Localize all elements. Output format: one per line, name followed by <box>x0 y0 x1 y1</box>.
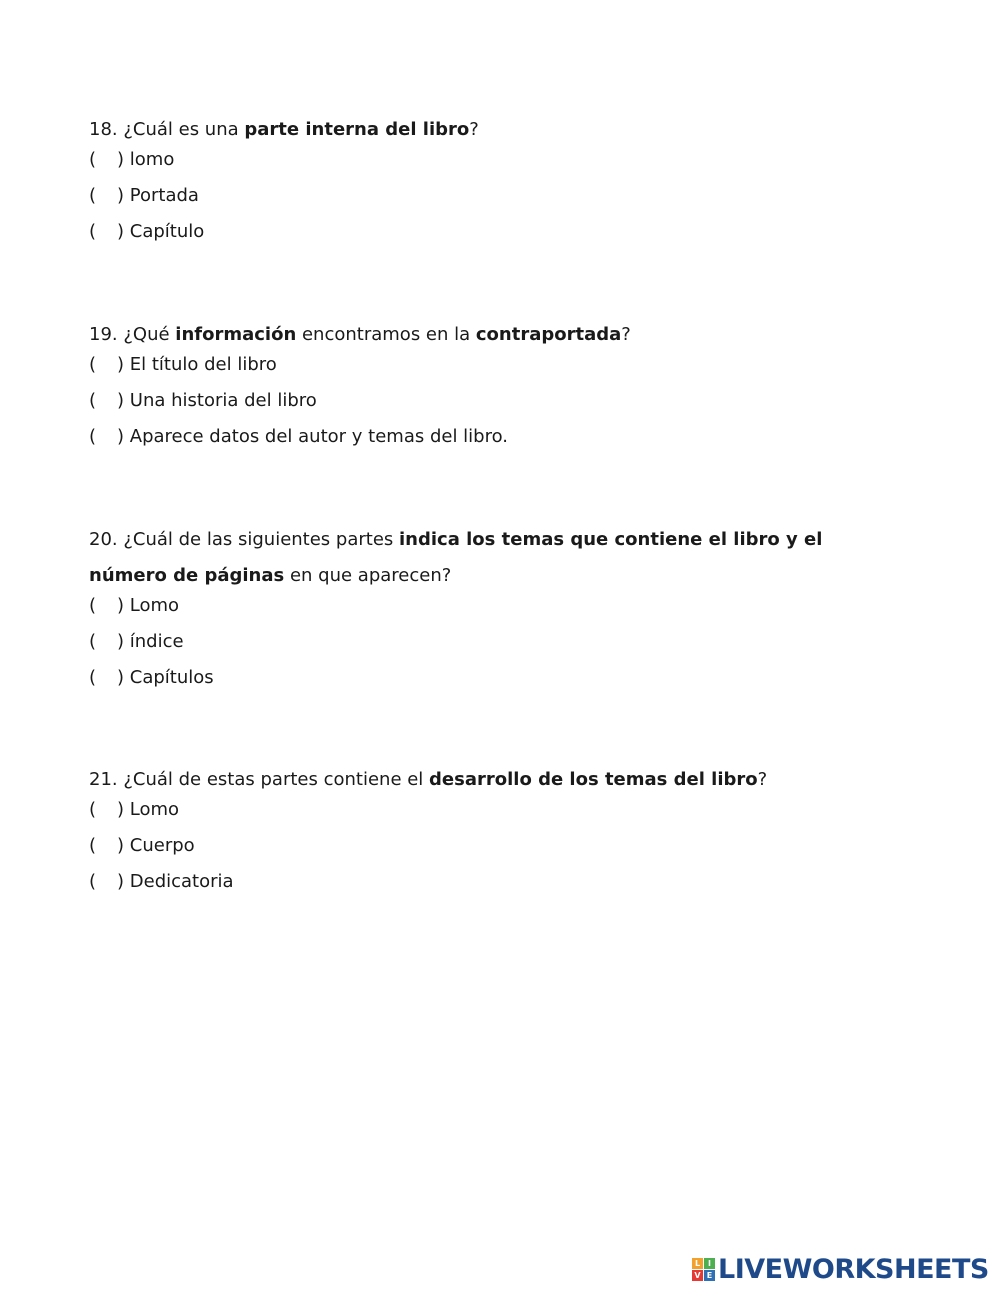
liveworksheets-logo <box>692 1254 989 1284</box>
answer-option[interactable]: ( ) El título del libro <box>89 354 277 375</box>
answer-option[interactable]: ( ) Aparece datos del autor y temas del libro. <box>89 426 509 447</box>
answer-option[interactable]: ( ) Lomo <box>89 595 180 616</box>
question-text: 20. ¿Cuál de las siguientes partes indica los temas que contiene el libro y el número de páginas en que aparecen? <box>89 529 823 586</box>
answer-option[interactable]: ( ) Dedicatoria <box>89 871 234 892</box>
answer-option[interactable]: ( ) Lomo <box>89 799 180 820</box>
options-list <box>89 148 909 244</box>
question-keyword: información <box>175 324 297 345</box>
answer-option[interactable]: ( ) lomo <box>89 149 175 170</box>
logo-text: LIVEWORKSHEETS <box>718 1253 989 1285</box>
answer-option[interactable]: ( ) Capítulos <box>89 667 214 688</box>
answer-option[interactable]: ( ) Cuerpo <box>89 835 195 856</box>
answer-option[interactable]: ( ) Una historia del libro <box>89 390 317 411</box>
logo-icon: L I V E <box>692 1258 715 1281</box>
question-keyword: indica los temas que contiene el libro y el número de páginas <box>89 529 823 586</box>
answer-option[interactable]: ( ) Portada <box>89 185 199 206</box>
options-list <box>89 594 889 690</box>
question-21 <box>89 762 909 894</box>
question-keyword: parte interna del libro <box>244 119 470 140</box>
options-list <box>89 798 909 894</box>
question-18 <box>89 112 909 244</box>
question-keyword: contraportada <box>475 324 622 345</box>
question-20 <box>89 522 889 690</box>
question-keyword: desarrollo de los temas del libro <box>429 769 758 790</box>
question-text: 19. ¿Qué información encontramos en la contraportada? <box>89 324 631 345</box>
question-text: 21. ¿Cuál de estas partes contiene el desarrollo de los temas del libro? <box>89 769 768 790</box>
question-19 <box>89 317 909 449</box>
question-text: 18. ¿Cuál es una parte interna del libro? <box>89 119 479 140</box>
answer-option[interactable]: ( ) índice <box>89 631 184 652</box>
answer-option[interactable]: ( ) Capítulo <box>89 221 205 242</box>
options-list <box>89 353 909 449</box>
